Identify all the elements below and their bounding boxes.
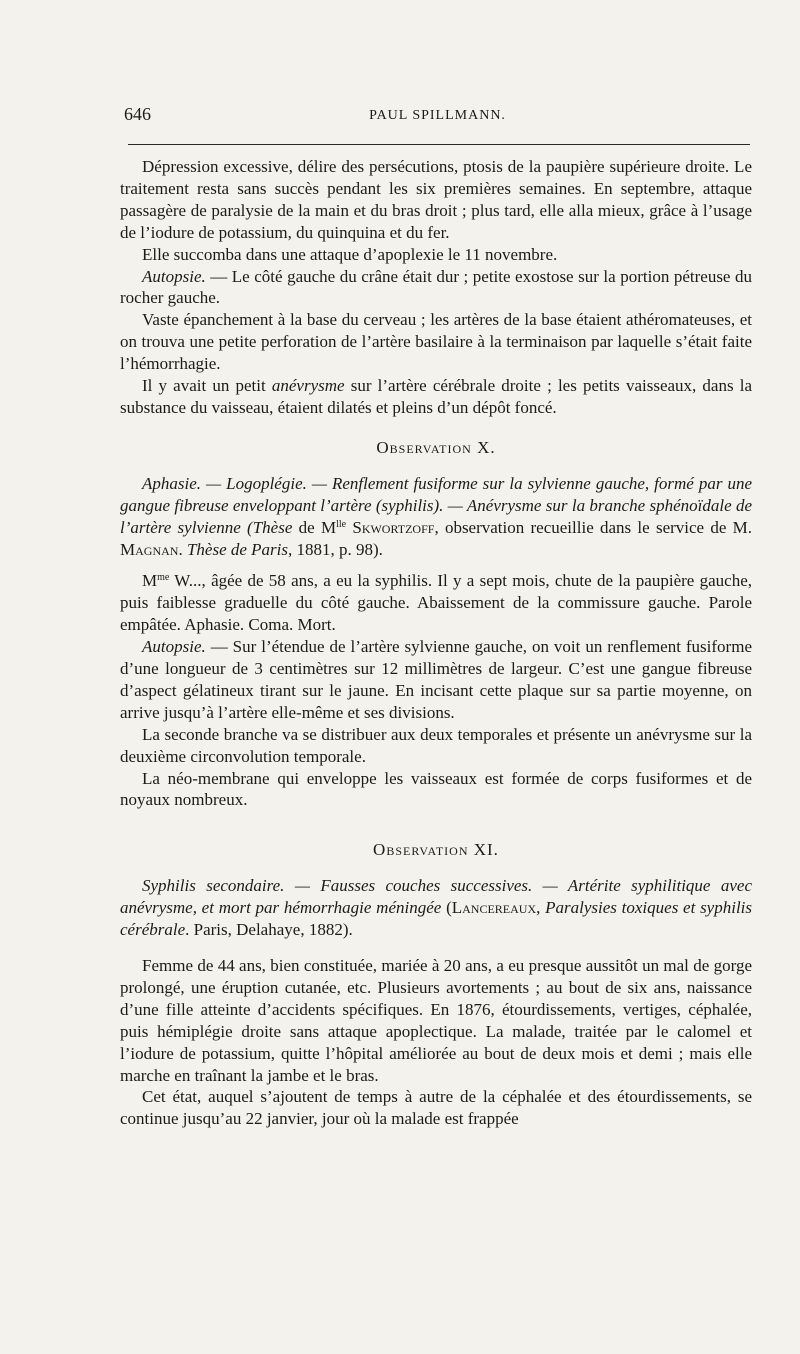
body-text <box>120 156 752 1130</box>
observation-xi-history: Femme de 44 ans, bien constituée, mariée à 20 ans, a eu presque aussitôt un mal de gorge prolongé, une éruption cutanée, etc. Plusieurs avortements ; au bout de six ans, naissance d’une fille atteinte d’accidents spécifiques. En 1876, étourdissements, vertiges, céphalée, puis hémiplégie droite sans attaque apoplectique. La malade, traitée par le calomel et l’iodure de potassium, quitte l’hôpital améliorée au bout de deux mois et demi ; mais elle marche en traînant la jambe et le bras. <box>120 956 752 1085</box>
obs-x-mlle: M <box>320 517 337 537</box>
autopsy-lead: Autopsie. <box>142 266 206 286</box>
running-head <box>120 104 755 128</box>
obs-x-mme: M <box>142 571 158 591</box>
obs-xi-open: ( <box>441 898 452 918</box>
observation-x-branch: La seconde branche va se distribuer aux deux temporales et présente un anévrysme sur la deuxième circonvolution temporale. <box>120 724 752 766</box>
aneurysm-text-b: sur l’artère cérébrale droite ; les petits vaisseaux, dans la substance du vaisseau, étaient dilatés et pleins d’un dépôt foncé. <box>120 376 753 417</box>
obs-x-magnan: Magnan <box>120 539 179 559</box>
obs-x-obs-text: , observation recueillie dans le service de M. <box>434 517 753 537</box>
obs-xi-comma: , <box>536 898 546 918</box>
obs-xi-author: Lancereaux <box>451 898 537 918</box>
obs-xi-citation-end: . Paris, Delahaye, 1882). <box>185 920 353 940</box>
observation-xi-heading: Observation XI. <box>373 840 499 860</box>
obs-x-mlle-sup: lle <box>336 518 347 530</box>
autopsy-text: — Le côté gauche du crâne était dur ; petite exostose sur la portion pétreuse du rocher gauche. <box>120 266 752 308</box>
observation-x-autopsy <box>120 636 752 724</box>
aneurysm-term: anévrysme <box>271 376 345 396</box>
paragraph-death: Elle succomba dans une attaque d’apoplexie le 11 novembre. <box>142 244 558 264</box>
running-title: PAUL SPILLMANN. <box>369 108 506 123</box>
observation-x-heading: Observation X. <box>376 437 496 457</box>
observation-x-summary <box>120 473 752 561</box>
observation-x-history <box>120 570 752 636</box>
obs-x-summary-italic: Aphasie. — Logoplégie. — Renflement fusiforme sur la sylvienne gauche, formé par une gangue fibreuse enveloppant l’artère (syphilis). — Anévrysme sur la branche sphénoïdale de l’artère sylvienne ( <box>120 473 752 537</box>
page-number: 646 <box>124 104 151 124</box>
paragraph-aneurysm <box>120 375 752 419</box>
observation-x-membrane: La néo-membrane qui enveloppe les vaisseaux est formée de corps fusiformes et de noyaux nombreux. <box>120 768 752 810</box>
paragraph-effusion: Vaste épanchement à la base du cerveau ; les artères de la base étaient athéromateuses, et on trouva une petite perforation de l’artère basilaire à la terminaison par laquelle s’était faite l’hémorrhagie. <box>120 310 752 374</box>
observation-xi-summary <box>120 875 752 941</box>
obs-xi-work: Paralysies toxiques et syphilis cérébrale <box>120 898 753 940</box>
obs-x-author: Skwortzoff <box>352 517 435 537</box>
obs-x-de: de <box>292 517 315 537</box>
obs-x-history-text: W..., âgée de 58 ans, a eu la syphilis. Il y a sept mois, chute de la paupière gauche, puis faiblesse graduelle du côté gauche. Abaissement de la commissure gauche. Parole empâtée. Aphasie. Coma. Mort. <box>120 571 752 635</box>
obs-x-these-label: Thèse <box>252 517 293 537</box>
paragraph-symptoms: Dépression excessive, délire des persécutions, ptosis de la paupière supérieure droite. Le traitement resta sans succès pendant les six premières semaines. En septembre, attaque passagère de paralysie de la main et du bras droit ; plus tard, elle alla mieux, grâce à l’usage de l’iodure de potassium, du quinquina et du fer. <box>120 157 752 242</box>
aneurysm-text-a: Il y avait un petit <box>142 376 272 396</box>
obs-x-these-paris: Thèse de Paris <box>186 539 288 559</box>
obs-x-mme-sup: me <box>157 572 170 584</box>
header-rule <box>128 144 750 145</box>
paragraph-autopsy <box>120 266 752 310</box>
obs-xi-summary-italic: Syphilis secondaire. — Fausses couches successives. — Artérite syphilitique avec anévrysme, et mort par hémorrhagie méningée <box>120 876 752 918</box>
obs-x-period: . <box>178 539 183 559</box>
obs-x-citation-end: , 1881, p. 98). <box>288 539 383 559</box>
observation-xi-continuation: Cet état, auquel s’ajoutent de temps à autre de la céphalée et des étourdissements, se continue jusqu’au 22 janvier, jour où la malade est frappée <box>120 1087 752 1129</box>
obs-x-autopsy-text: — Sur l’étendue de l’artère sylvienne gauche, on voit un renflement fusiforme d’une longueur de 3 centimètres sur 12 millimètres de largeur. C’est une gangue fibreuse d’aspect gélatineux tirant sur le jaune. En incisant cette plaque sur sa partie moyenne, on arrive jusqu’à l’artère elle-même et ses divisions. <box>120 637 752 722</box>
obs-x-autopsy-lead: Autopsie. <box>142 637 206 657</box>
